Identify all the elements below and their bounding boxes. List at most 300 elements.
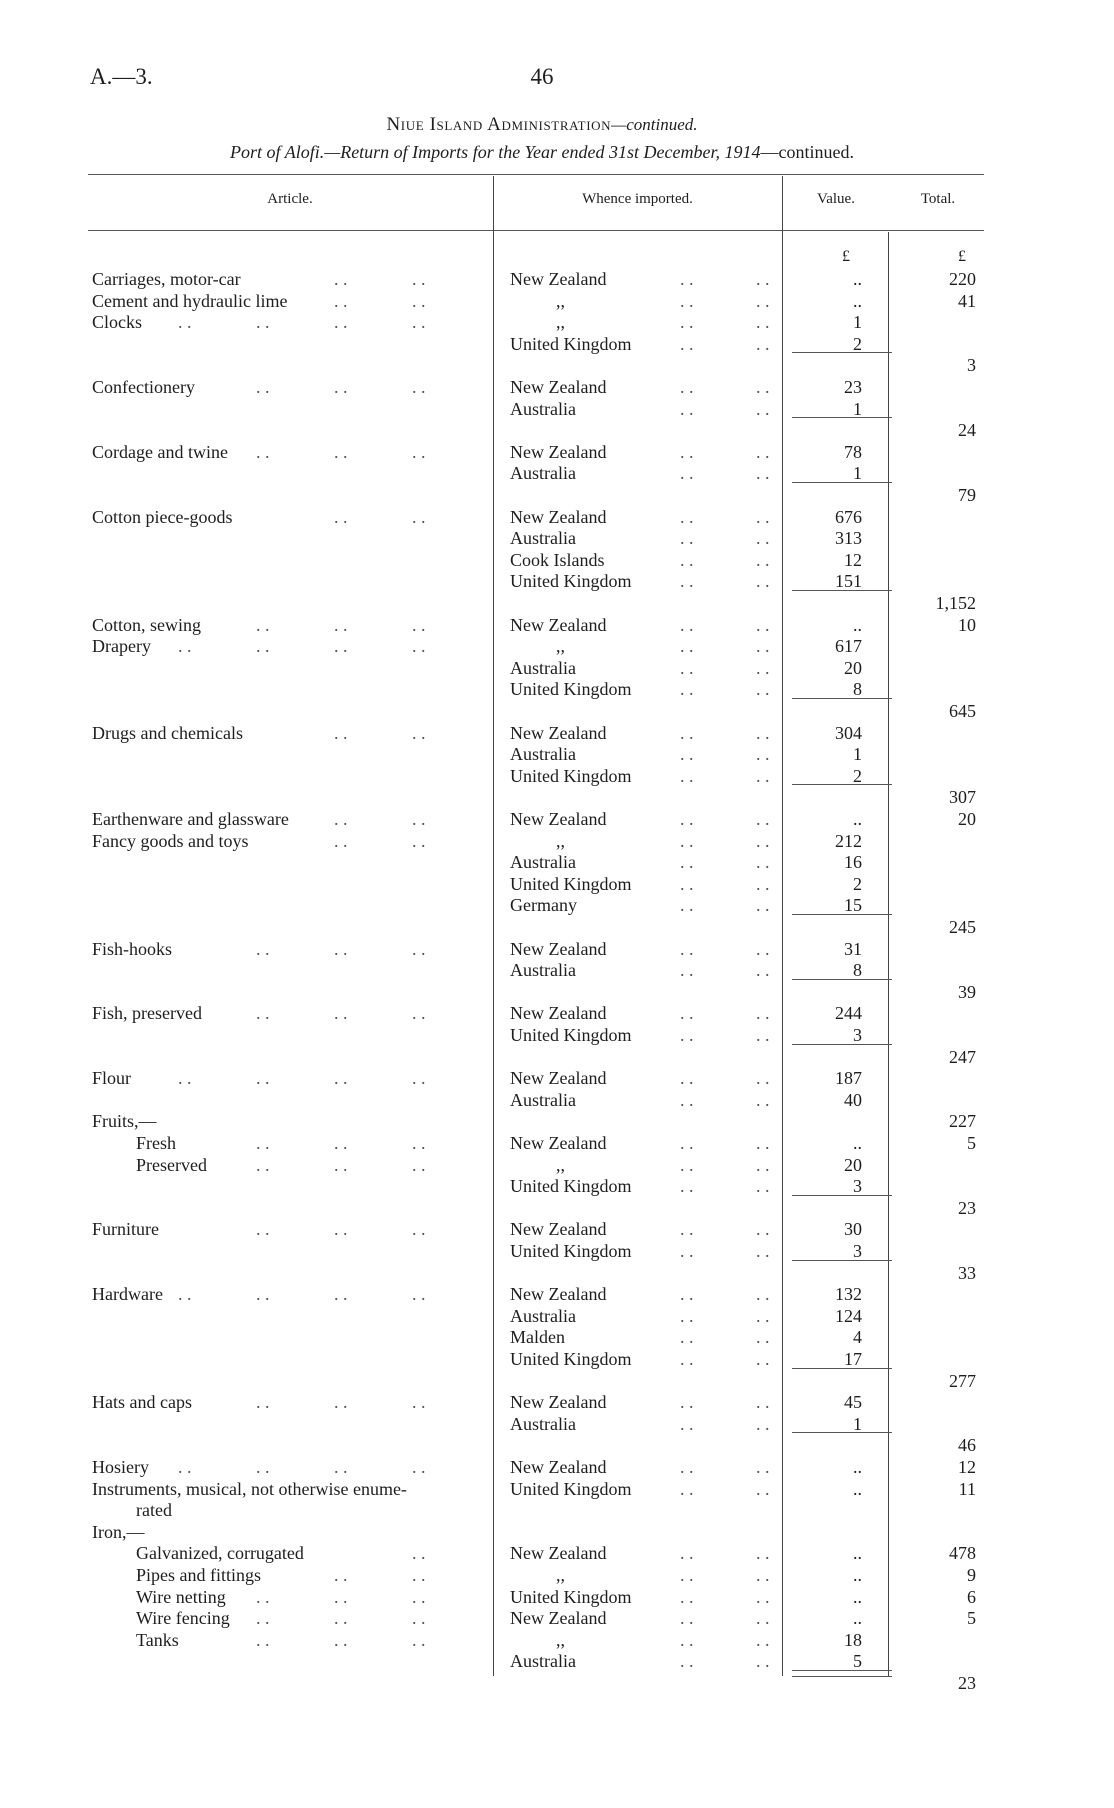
leader-dots: . . bbox=[680, 291, 694, 311]
leader-dots: . . bbox=[756, 723, 770, 743]
document-subtitle bbox=[0, 142, 1084, 163]
leader-dots: . . bbox=[756, 334, 770, 354]
leader-dots: . . bbox=[334, 269, 348, 289]
leader-dots: . . bbox=[334, 809, 348, 829]
value-cell: 1 bbox=[853, 744, 862, 764]
subtotal-rule bbox=[792, 1195, 892, 1196]
value-cell: 1 bbox=[853, 1414, 862, 1434]
total-cell: 6 bbox=[967, 1587, 976, 1607]
leader-dots: . . bbox=[680, 939, 694, 959]
leader-dots: . . bbox=[680, 658, 694, 678]
document-reference: A.—3. bbox=[90, 64, 153, 89]
leader-dots: . . bbox=[756, 1349, 770, 1369]
article-cell: Confectionery bbox=[92, 377, 195, 397]
subtotal-rule bbox=[792, 914, 892, 915]
leader-dots: . . bbox=[412, 831, 426, 851]
subtotal-rule bbox=[792, 698, 892, 699]
whence-cell: New Zealand bbox=[510, 1133, 607, 1153]
total-cell: 277 bbox=[949, 1371, 976, 1391]
leader-dots: . . bbox=[412, 1565, 426, 1585]
leader-dots: . . bbox=[756, 1155, 770, 1175]
value-cell: 17 bbox=[844, 1349, 862, 1369]
subtotal-rule bbox=[792, 1670, 892, 1671]
leader-dots: . . bbox=[256, 636, 270, 656]
leader-dots: . . bbox=[334, 1630, 348, 1650]
leader-dots: . . bbox=[680, 1327, 694, 1347]
leader-dots: . . bbox=[412, 636, 426, 656]
leader-dots: . . bbox=[256, 442, 270, 462]
value-cell: 2 bbox=[853, 874, 862, 894]
page-number: 46 bbox=[530, 64, 554, 89]
leader-dots: . . bbox=[756, 1392, 770, 1412]
title-continued: —continued. bbox=[611, 115, 698, 134]
total-cell: 79 bbox=[958, 485, 976, 505]
value-cell: 212 bbox=[835, 831, 862, 851]
whence-cell: Australia bbox=[510, 528, 576, 548]
total-cell: 33 bbox=[958, 1263, 976, 1283]
whence-cell: ,, bbox=[556, 1630, 565, 1650]
leader-dots: . . bbox=[756, 831, 770, 851]
leader-dots: . . bbox=[412, 1608, 426, 1628]
whence-cell: New Zealand bbox=[510, 1068, 607, 1088]
value-cell: .. bbox=[853, 1479, 862, 1499]
total-cell: 12 bbox=[958, 1457, 976, 1477]
article-cell: Earthenware and glassware bbox=[92, 809, 289, 829]
subtotal-rule bbox=[792, 590, 892, 591]
subtotal-rule bbox=[792, 1432, 892, 1433]
value-cell: .. bbox=[853, 1457, 862, 1477]
value-cell: .. bbox=[853, 1587, 862, 1607]
leader-dots: . . bbox=[756, 1068, 770, 1088]
column-divider-value bbox=[888, 232, 889, 1676]
leader-dots: . . bbox=[756, 507, 770, 527]
column-header-whence: Whence imported. bbox=[582, 191, 693, 207]
leader-dots: . . bbox=[756, 442, 770, 462]
article-cell: Cordage and twine bbox=[92, 442, 228, 462]
article-cell: Hardware bbox=[92, 1284, 163, 1304]
total-cell: 227 bbox=[949, 1111, 976, 1131]
whence-cell: Australia bbox=[510, 658, 576, 678]
leader-dots: . . bbox=[334, 615, 348, 635]
value-cell: .. bbox=[853, 269, 862, 289]
whence-cell: New Zealand bbox=[510, 1219, 607, 1239]
leader-dots: . . bbox=[680, 571, 694, 591]
leader-dots: . . bbox=[680, 1587, 694, 1607]
leader-dots: . . bbox=[178, 312, 192, 332]
leader-dots: . . bbox=[680, 1133, 694, 1153]
leader-dots: . . bbox=[256, 1608, 270, 1628]
leader-dots: . . bbox=[412, 1284, 426, 1304]
value-cell: 23 bbox=[844, 377, 862, 397]
value-cell: 1 bbox=[853, 463, 862, 483]
total-cell: 5 bbox=[967, 1133, 976, 1153]
value-cell: 3 bbox=[853, 1025, 862, 1045]
total-cell: 23 bbox=[958, 1673, 976, 1693]
value-cell: 132 bbox=[835, 1284, 862, 1304]
leader-dots: . . bbox=[756, 571, 770, 591]
leader-dots: . . bbox=[680, 1479, 694, 1499]
whence-cell: New Zealand bbox=[510, 939, 607, 959]
leader-dots: . . bbox=[756, 960, 770, 980]
leader-dots: . . bbox=[334, 1587, 348, 1607]
whence-cell: Australia bbox=[510, 1414, 576, 1434]
article-cell: Hosiery bbox=[92, 1457, 149, 1477]
value-cell: 12 bbox=[844, 550, 862, 570]
whence-cell: New Zealand bbox=[510, 1392, 607, 1412]
leader-dots: . . bbox=[756, 463, 770, 483]
value-cell: 244 bbox=[835, 1003, 862, 1023]
leader-dots: . . bbox=[680, 1543, 694, 1563]
whence-cell: New Zealand bbox=[510, 377, 607, 397]
whence-cell: New Zealand bbox=[510, 723, 607, 743]
value-cell: .. bbox=[853, 1133, 862, 1153]
value-cell: 3 bbox=[853, 1241, 862, 1261]
leader-dots: . . bbox=[334, 1219, 348, 1239]
value-cell: 15 bbox=[844, 895, 862, 915]
final-subtotal-rule bbox=[792, 1676, 892, 1677]
leader-dots: . . bbox=[412, 1155, 426, 1175]
column-header-article: Article. bbox=[267, 191, 313, 207]
leader-dots: . . bbox=[334, 377, 348, 397]
leader-dots: . . bbox=[756, 636, 770, 656]
leader-dots: . . bbox=[334, 291, 348, 311]
leader-dots: . . bbox=[256, 1003, 270, 1023]
total-cell: 247 bbox=[949, 1047, 976, 1067]
leader-dots: . . bbox=[680, 723, 694, 743]
article-cell: Galvanized, corrugated bbox=[136, 1543, 304, 1563]
leader-dots: . . bbox=[334, 312, 348, 332]
leader-dots: . . bbox=[256, 1133, 270, 1153]
leader-dots: . . bbox=[412, 1392, 426, 1412]
total-cell: 11 bbox=[958, 1479, 976, 1499]
leader-dots: . . bbox=[680, 1651, 694, 1671]
article-cell: Cotton, sewing bbox=[92, 615, 202, 635]
leader-dots: . . bbox=[756, 852, 770, 872]
leader-dots: . . bbox=[680, 442, 694, 462]
value-cell: 8 bbox=[853, 679, 862, 699]
column-divider-whence bbox=[782, 176, 783, 1676]
article-cell: Fruits,— bbox=[92, 1111, 157, 1131]
column-header-value: Value. bbox=[817, 191, 855, 207]
whence-cell: ,, bbox=[556, 1565, 565, 1585]
total-cell: 23 bbox=[958, 1198, 976, 1218]
value-cell: .. bbox=[853, 291, 862, 311]
whence-cell: United Kingdom bbox=[510, 571, 632, 591]
article-cell: Drugs and chemicals bbox=[92, 723, 243, 743]
total-cell: 478 bbox=[949, 1543, 976, 1563]
leader-dots: . . bbox=[334, 1284, 348, 1304]
leader-dots: . . bbox=[412, 1003, 426, 1023]
value-cell: 2 bbox=[853, 766, 862, 786]
leader-dots: . . bbox=[756, 1306, 770, 1326]
value-currency-symbol: £ bbox=[842, 248, 850, 265]
value-cell: 187 bbox=[835, 1068, 862, 1088]
leader-dots: . . bbox=[756, 1241, 770, 1261]
leader-dots: . . bbox=[756, 809, 770, 829]
whence-cell: Germany bbox=[510, 895, 577, 915]
value-cell: 313 bbox=[835, 528, 862, 548]
leader-dots: . . bbox=[756, 658, 770, 678]
total-currency-symbol: £ bbox=[958, 248, 966, 265]
leader-dots: . . bbox=[412, 1543, 426, 1563]
article-cell: Drapery bbox=[92, 636, 151, 656]
leader-dots: . . bbox=[412, 615, 426, 635]
leader-dots: . . bbox=[178, 1284, 192, 1304]
leader-dots: . . bbox=[334, 723, 348, 743]
subtitle-continued: —continued. bbox=[760, 142, 854, 162]
leader-dots: . . bbox=[680, 1176, 694, 1196]
article-cell: Flour bbox=[92, 1068, 132, 1088]
leader-dots: . . bbox=[334, 939, 348, 959]
total-cell: 307 bbox=[949, 787, 976, 807]
leader-dots: . . bbox=[680, 1457, 694, 1477]
leader-dots: . . bbox=[680, 1068, 694, 1088]
value-cell: .. bbox=[853, 615, 862, 635]
leader-dots: . . bbox=[412, 1133, 426, 1153]
leader-dots: . . bbox=[680, 636, 694, 656]
whence-cell: Australia bbox=[510, 1090, 576, 1110]
total-cell: 9 bbox=[967, 1565, 976, 1585]
leader-dots: . . bbox=[756, 269, 770, 289]
whence-cell: New Zealand bbox=[510, 1608, 607, 1628]
total-cell: 645 bbox=[949, 701, 976, 721]
total-cell: 20 bbox=[958, 809, 976, 829]
leader-dots: . . bbox=[178, 1068, 192, 1088]
leader-dots: . . bbox=[256, 939, 270, 959]
table-header-rule bbox=[88, 230, 984, 231]
value-cell: 16 bbox=[844, 852, 862, 872]
leader-dots: . . bbox=[756, 1479, 770, 1499]
leader-dots: . . bbox=[756, 312, 770, 332]
whence-cell: Australia bbox=[510, 852, 576, 872]
leader-dots: . . bbox=[334, 636, 348, 656]
leader-dots: . . bbox=[680, 960, 694, 980]
leader-dots: . . bbox=[680, 679, 694, 699]
value-cell: 78 bbox=[844, 442, 862, 462]
value-cell: 2 bbox=[853, 334, 862, 354]
value-cell: 20 bbox=[844, 1155, 862, 1175]
value-cell: .. bbox=[853, 1565, 862, 1585]
whence-cell: ,, bbox=[556, 312, 565, 332]
leader-dots: . . bbox=[680, 1392, 694, 1412]
leader-dots: . . bbox=[680, 1003, 694, 1023]
whence-cell: Cook Islands bbox=[510, 550, 605, 570]
leader-dots: . . bbox=[334, 1608, 348, 1628]
leader-dots: . . bbox=[756, 1090, 770, 1110]
column-divider-article bbox=[493, 176, 494, 1676]
leader-dots: . . bbox=[680, 1090, 694, 1110]
whence-cell: Australia bbox=[510, 1306, 576, 1326]
subtotal-rule bbox=[792, 482, 892, 483]
leader-dots: . . bbox=[756, 1133, 770, 1153]
leader-dots: . . bbox=[756, 1003, 770, 1023]
leader-dots: . . bbox=[756, 1457, 770, 1477]
leader-dots: . . bbox=[680, 1284, 694, 1304]
leader-dots: . . bbox=[680, 766, 694, 786]
article-cell: Fish, preserved bbox=[92, 1003, 202, 1023]
subtotal-rule bbox=[792, 1368, 892, 1369]
leader-dots: . . bbox=[680, 399, 694, 419]
leader-dots: . . bbox=[756, 874, 770, 894]
value-cell: .. bbox=[853, 1608, 862, 1628]
whence-cell: Australia bbox=[510, 1651, 576, 1671]
total-cell: 245 bbox=[949, 917, 976, 937]
value-cell: 1 bbox=[853, 399, 862, 419]
leader-dots: . . bbox=[256, 377, 270, 397]
leader-dots: . . bbox=[412, 1630, 426, 1650]
leader-dots: . . bbox=[756, 1651, 770, 1671]
document-title bbox=[0, 114, 1084, 136]
article-cell: rated bbox=[136, 1500, 172, 1520]
leader-dots: . . bbox=[178, 1457, 192, 1477]
total-cell: 10 bbox=[958, 615, 976, 635]
leader-dots: . . bbox=[412, 507, 426, 527]
leader-dots: . . bbox=[756, 1219, 770, 1239]
leader-dots: . . bbox=[680, 334, 694, 354]
leader-dots: . . bbox=[412, 291, 426, 311]
whence-cell: Australia bbox=[510, 463, 576, 483]
article-cell: Pipes and fittings bbox=[136, 1565, 261, 1585]
leader-dots: . . bbox=[680, 1565, 694, 1585]
whence-cell: United Kingdom bbox=[510, 1479, 632, 1499]
whence-cell: Australia bbox=[510, 399, 576, 419]
leader-dots: . . bbox=[756, 1565, 770, 1585]
article-cell: Furniture bbox=[92, 1219, 159, 1239]
article-cell: Tanks bbox=[136, 1630, 179, 1650]
leader-dots: . . bbox=[256, 1457, 270, 1477]
leader-dots: . . bbox=[680, 744, 694, 764]
whence-cell: United Kingdom bbox=[510, 1176, 632, 1196]
value-cell: 4 bbox=[853, 1327, 862, 1347]
article-cell: Iron,— bbox=[92, 1522, 145, 1542]
leader-dots: . . bbox=[412, 1587, 426, 1607]
leader-dots: . . bbox=[756, 1025, 770, 1045]
leader-dots: . . bbox=[756, 766, 770, 786]
whence-cell: United Kingdom bbox=[510, 1349, 632, 1369]
leader-dots: . . bbox=[756, 528, 770, 548]
leader-dots: . . bbox=[412, 377, 426, 397]
value-cell: 30 bbox=[844, 1219, 862, 1239]
leader-dots: . . bbox=[680, 269, 694, 289]
whence-cell: New Zealand bbox=[510, 1003, 607, 1023]
leader-dots: . . bbox=[680, 463, 694, 483]
total-cell: 46 bbox=[958, 1435, 976, 1455]
leader-dots: . . bbox=[680, 852, 694, 872]
leader-dots: . . bbox=[412, 1457, 426, 1477]
subtotal-rule bbox=[792, 784, 892, 785]
leader-dots: . . bbox=[334, 1003, 348, 1023]
leader-dots: . . bbox=[334, 1392, 348, 1412]
value-cell: 45 bbox=[844, 1392, 862, 1412]
whence-cell: United Kingdom bbox=[510, 1587, 632, 1607]
value-cell: 5 bbox=[853, 1651, 862, 1671]
subtitle-text: Port of Alofi.—Return of Imports for the Year ended 31st December, 1914 bbox=[230, 142, 761, 162]
whence-cell: New Zealand bbox=[510, 1543, 607, 1563]
value-cell: 617 bbox=[835, 636, 862, 656]
leader-dots: . . bbox=[412, 939, 426, 959]
article-cell: Fresh bbox=[136, 1133, 176, 1153]
leader-dots: . . bbox=[680, 1155, 694, 1175]
leader-dots: . . bbox=[256, 1587, 270, 1607]
total-cell: 5 bbox=[967, 1608, 976, 1628]
table-top-rule bbox=[88, 174, 984, 175]
article-cell: Clocks bbox=[92, 312, 143, 332]
leader-dots: . . bbox=[334, 831, 348, 851]
total-cell: 3 bbox=[967, 355, 976, 375]
leader-dots: . . bbox=[756, 377, 770, 397]
whence-cell: United Kingdom bbox=[510, 874, 632, 894]
leader-dots: . . bbox=[756, 939, 770, 959]
leader-dots: . . bbox=[756, 1414, 770, 1434]
whence-cell: United Kingdom bbox=[510, 334, 632, 354]
subtotal-rule bbox=[792, 352, 892, 353]
article-cell: Instruments, musical, not otherwise enume- bbox=[92, 1479, 407, 1499]
leader-dots: . . bbox=[680, 831, 694, 851]
subtotal-rule bbox=[792, 1260, 892, 1261]
column-header-total: Total. bbox=[920, 191, 956, 207]
leader-dots: . . bbox=[756, 1284, 770, 1304]
whence-cell: United Kingdom bbox=[510, 1025, 632, 1045]
value-cell: 304 bbox=[835, 723, 862, 743]
leader-dots: . . bbox=[412, 442, 426, 462]
leader-dots: . . bbox=[178, 636, 192, 656]
total-cell: 41 bbox=[958, 291, 976, 311]
leader-dots: . . bbox=[680, 1241, 694, 1261]
leader-dots: . . bbox=[680, 1349, 694, 1369]
leader-dots: . . bbox=[256, 1392, 270, 1412]
leader-dots: . . bbox=[256, 1630, 270, 1650]
leader-dots: . . bbox=[756, 399, 770, 419]
leader-dots: . . bbox=[756, 615, 770, 635]
leader-dots: . . bbox=[334, 507, 348, 527]
leader-dots: . . bbox=[256, 312, 270, 332]
article-cell: Hats and caps bbox=[92, 1392, 192, 1412]
leader-dots: . . bbox=[680, 615, 694, 635]
leader-dots: . . bbox=[680, 809, 694, 829]
title-main: Niue Island Administration bbox=[386, 114, 612, 135]
leader-dots: . . bbox=[756, 744, 770, 764]
whence-cell: ,, bbox=[556, 636, 565, 656]
value-cell: 31 bbox=[844, 939, 862, 959]
article-cell: Cotton piece-goods bbox=[92, 507, 233, 527]
total-cell: 24 bbox=[958, 420, 976, 440]
leader-dots: . . bbox=[412, 269, 426, 289]
value-cell: 676 bbox=[835, 507, 862, 527]
total-cell: 1,152 bbox=[935, 593, 976, 613]
article-cell: Carriages, motor-car bbox=[92, 269, 241, 289]
whence-cell: ,, bbox=[556, 1155, 565, 1175]
whence-cell: New Zealand bbox=[510, 507, 607, 527]
leader-dots: . . bbox=[256, 615, 270, 635]
article-cell: Wire fencing bbox=[136, 1608, 230, 1628]
whence-cell: United Kingdom bbox=[510, 1241, 632, 1261]
leader-dots: . . bbox=[334, 1068, 348, 1088]
leader-dots: . . bbox=[256, 1219, 270, 1239]
value-cell: .. bbox=[853, 1543, 862, 1563]
total-cell: 220 bbox=[949, 269, 976, 289]
article-cell: Fish-hooks bbox=[92, 939, 173, 959]
value-cell: 151 bbox=[835, 571, 862, 591]
leader-dots: . . bbox=[756, 550, 770, 570]
leader-dots: . . bbox=[680, 1025, 694, 1045]
value-cell: 1 bbox=[853, 312, 862, 332]
whence-cell: ,, bbox=[556, 291, 565, 311]
leader-dots: . . bbox=[680, 507, 694, 527]
leader-dots: . . bbox=[756, 679, 770, 699]
whence-cell: United Kingdom bbox=[510, 679, 632, 699]
leader-dots: . . bbox=[334, 1133, 348, 1153]
article-cell: Cement and hydraulic lime bbox=[92, 291, 288, 311]
